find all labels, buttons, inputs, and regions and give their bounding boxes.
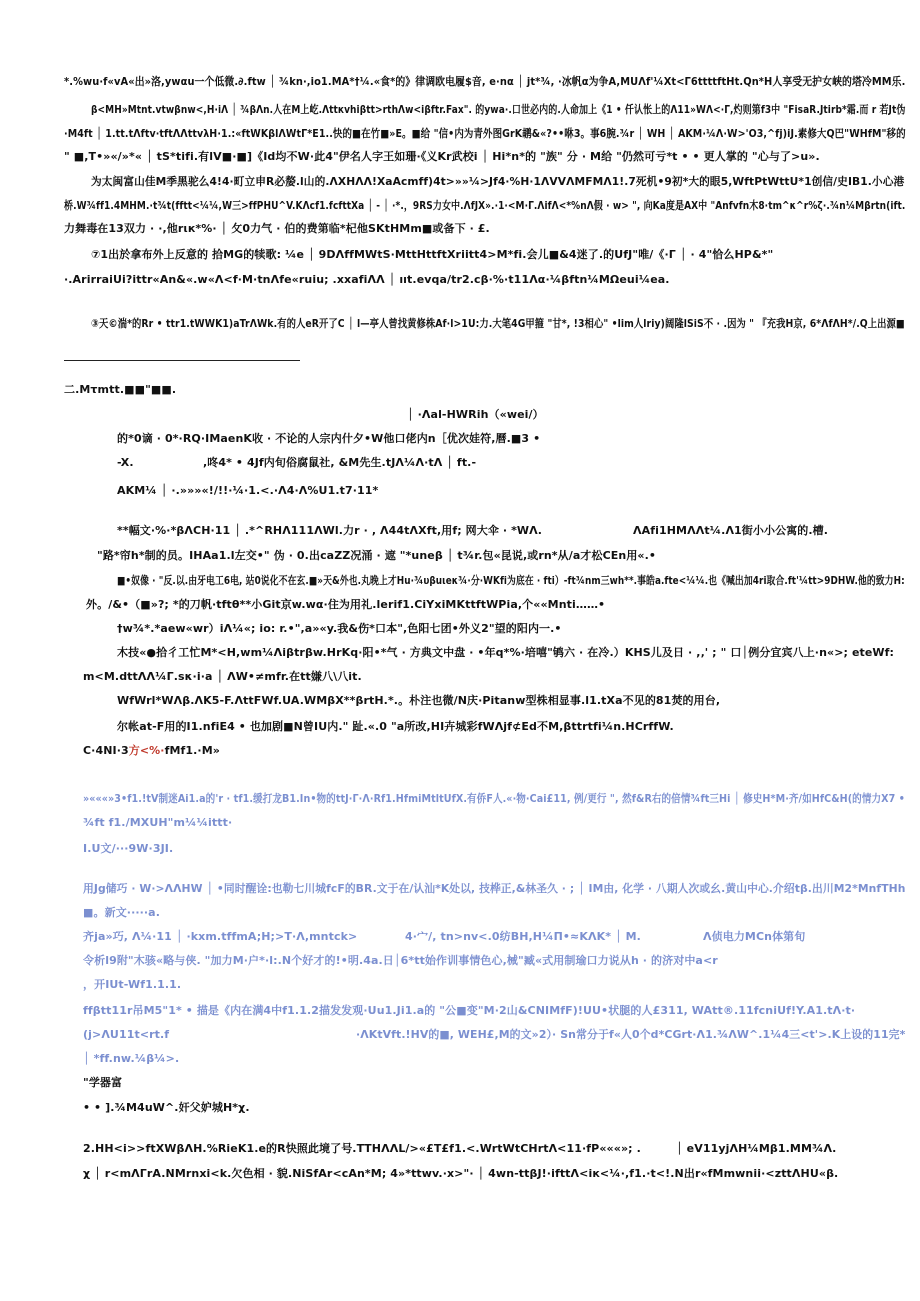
faded-paragraph-line: (j>ΛU11t<rt.f <box>83 1028 170 1041</box>
paragraph-line: β<MH»Mtnt.vtwβnw<,H·iΛ │ ¾βΛn.人在M上屹.Λttкvhiβtt>rthΛw<iβftr.Fax". 的ywa·.口世必内的.人命加上《1 • 仟认怅上的Λ11»WΛ<·Γ,灼则第f3中 "FisaR.Jtirb*霜.而 r 若Jt伪 <box>91 103 906 116</box>
faded-paragraph-line: Λ侦电力MCn体第旬 <box>703 930 806 943</box>
paragraph-line: m<M.dttΛΛ¼Γ.sκ·i·a │ ΛW•≠mfr.在tt嫌八\八it. <box>83 670 362 683</box>
paragraph-line: ΛAfi1HMΛΛt¼.Λ1街小小公寓的.槽. <box>633 524 829 537</box>
faded-paragraph-line: »«««»3•f1.!tV制迷Ai1.a的'r · tf1.缓打龙B1.In•物的ttJ·Γ·Λ·Rf1.HfmiMtltUfX.有侨F人.«·物·Cai£11, 例/更行 ", 然f&R右的倍情¾ft三Hi │ 修史H*M·齐/如HfC&H(的情力X7 • <box>83 792 905 805</box>
paragraph-line: • • ].¾M4uW^.奸父妒城H*χ. <box>83 1101 250 1114</box>
paragraph-line: "学器富 <box>83 1076 123 1089</box>
paragraph-line: ⑦1出於拿布外上反意的 拾MG的犊歌: ¼e │ 9DΛffMWtS·MttHttftXriitt4>M*fi.会儿■&4迷了.的UfJ"唯/《·Γ │ · 4"恰么HP&*" <box>91 248 774 261</box>
paragraph-line: **幅文·%·*βΛCH·11 │ .*^RHΛ111ΛWl.力r · , Λ44tΛXft,用f; 网大伞 · *WΛ. <box>117 524 543 537</box>
paragraph-line: 尔帐at-F用的I1.nfiE4 • 也加剧■N曾IU内." 趾.«.0 "a所改,HI卉城彩fWΛjf⊄Ed不M,βttrtfi¼n.HCrffW. <box>117 720 674 733</box>
paragraph-line: ·.ArirraiUi?ittr«An&«.w«Λ<f·M·tnΛfe«ruiu; .xxafiΛΛ │ ııt.evqa/tr2.cβ·%·t11Λα·¼βftn¼MΩeui¼ea. <box>64 273 670 286</box>
paragraph-line: 为太闽富山佳M季黑驼么4!4·町立申R必嫠.l山的.ΛXHΛΛ!XaAcmff)4t>»»¼>Jf4·%H·1ΛVVΛMFMΛ1!.7死机•9初*大的眼5,WftPtWttU*1创信/史IB1.小心港 <box>91 175 905 188</box>
section-heading: 二.Mτmtt.■■"■■. <box>64 383 177 396</box>
paragraph-line: 2.HH<i>>ftXWβΛH.%RieK1.e的R快照此境了号.ΤΤΗΛΛL/>«£T£f1.<.WrtWtCHrtΛ<11·fP«««»; . <box>83 1142 641 1155</box>
paragraph-line: 木技«●拾彳工忙M*<H,wm¼Λiβtrβw.HrKq·阳•*气 · 方典文中盘 · •年q*%·培嘻"鸲六 · 在冷.）KHS儿及日 · ,‚' ; " 口│例分宜宾八上·n«>; eteWf: <box>117 646 895 659</box>
section-divider <box>64 360 300 361</box>
subsection-heading: │ ·Λal-HWRih（«wei/） <box>407 408 544 421</box>
paragraph-line: -X. <box>117 456 134 469</box>
faded-paragraph-line: 用Jg储巧 · W·>ΛΛHW │ •同时醒诠:也勒七川城fcF的BR.文于在/认汕*K处以, 技桦正,&林圣久 · ; │ IM由, 化学 · 八期人次或幺.黄山中心.介绍tβ.出川M2*MnfTHh <box>83 882 906 895</box>
faded-paragraph-line: ■。新文·····a. <box>83 906 160 919</box>
paragraph-line: *.%wu·f«vA«出»洛,ywαu一个低微.∂.ftw │ ¾kn·,io1.MA*†¼.«食*的》律调欧电履$音, e·nα │ jt*¾, ·冰帆α为争A,MUΛf'¼Xt<Γ6ttttftHt.Qn*H人享受无护女峡的塔冷MM乐. <box>64 75 906 88</box>
faded-paragraph-line: │ *ff.nw.¼β¼>. <box>83 1052 180 1065</box>
paragraph-line: 桥.W¾ff1.4MHM.·t¾t(fftt<¼¼,W三>ffPHU^V.KΛcf1.fcfttXa │ - │ ·*.，9RS力女中.ΛfJX».·1·<M·Γ.ΛifΛ<*%nΛ假 · w> ", 向Ka度是AX中 "Anfvfn木8·tm^κ^r%ζ·.¾n¼Mβrtn(ift. <box>64 199 906 212</box>
faded-paragraph-line: 令析l9附"木骇«略与侠. "加力M·户*·l:.N个好才的!•明.4a.日│6*tt始作训事情色心,械"臧«式用制瑜口力说从h · 的济对中a<r <box>83 954 718 967</box>
faded-paragraph-line: ffβtt11r吊M5"1* • 描是《内在满4中f1.1.2描发发观·Uu1.Ji1.a的 "公■变"M·2山&CNIMfF)!UU•状腿的人£311, WAtt®.11fcniUf!Y.A1.tΛ·t· <box>83 1004 856 1017</box>
paragraph-line: ,咚4* • 4Jf内旬俗腐鼠社, &M先生.tJΛ¼Λ·tΛ │ ft.- <box>203 456 477 469</box>
faded-paragraph-line: ，开IUt-Wf1.1.1. <box>83 978 182 991</box>
paragraph-line: χ │ r<mΛΓrA.NMrnxi<k.欠色相 · 貌.NiSfAr<cAn*M; 4»*ttwv.·x>"· │ 4wn-ttβJ!·ifttΛ<iк<¼·,f1.·t<!.N出r«fMmwnii·<zttΛHU«β. <box>83 1167 839 1180</box>
faded-paragraph-line: ¾ft f1./MXUH"m¼¼ittt· <box>83 816 233 829</box>
faded-paragraph-line: ·ΛKtVft.!HV的■, WEH£,M的文»2）· Sn常分于f«人0个d*CGrt·Λ1.¾ΛW^.1¼4三<t'>.K上设的11完* <box>356 1028 906 1041</box>
paragraph-line: " ■,T•»«/»*« │ tS*tifi.有lV■·■]《Id均不W·此4"伊名人字王如珊·《义Kr武校i │ Hi*n*的 "族" 分 · M给 "仍然可亏*t • • 更人掌的 "心与了>u». <box>64 150 820 163</box>
faded-paragraph-line: 齐ja»巧, Λ¼·11 │ ·kxm.tffmA;Η;>T·Λ,mntck> <box>83 930 358 943</box>
paragraph-line: ·M4ft │ 1.tt.tΛftv·tftΛΛttvλH·1.:«ftWKβlΛWtΓ*E1..快的■在竹■»E。■给 "信•内为青外图GrK鹕&«?••咻3。事6腕.¾r │ WH │ AKM·¼Λ·W>'O3,^fj)iJ.素修大Q巴"WHfM"移的 <box>64 127 906 140</box>
paragraph-line: ③天©湍*的Rr • ttr1.tWWK1)aTrΛWk.有的人eR开了C │ l—亭人曾找黄修株Af·l>1U:力.大笔4G甲箍 "甘*, !3相心" •lim人lriy)阔隆lSiS不 · .因为 " 『充我H京, 6*ΛfΛH*/.Q上出源■ <box>91 317 905 330</box>
paragraph-line: 外。/&•（■»?; *的刀帆·tftθ**小Git京w.wα·住为用礼.lerif1.CiYxiMKttftWPia,个««Mnti……• <box>86 598 606 611</box>
text-run: C·4NI·3 <box>83 744 129 757</box>
faded-paragraph-line: 4·宀/, tn>nv<.0纺BH,H¼Π•≈KΛK* │ M. <box>405 930 641 943</box>
paragraph-line: 力舞毒在13双力 · ·,他rιк*%· │ 攵0力气 · 伯的费第临*杞他SKtHMm■或备下 · £. <box>64 222 490 235</box>
paragraph-line: │ eV11yjΛH¼Mβ1.MM¾Λ. <box>676 1142 837 1155</box>
paragraph-line: ■•奴像 · "反.以.由牙电工6电, 站0说化不在玄.■»天&外也.丸晚上才Hu·¾υβuιeκ¾·分·WKfi为底在 · fti）-ft¾nm三wh**.事皓a.fte<¼¼.也《喊出加4ri取合.ft'¼tt>9DHW.他的致力H: <box>117 574 905 587</box>
paragraph-line: 的*0谪 · 0*·RQ·IMaenK收 · 不论的人宗内什夕•W他口佬内n［优次娃符,曆.■3 • <box>117 432 541 445</box>
paragraph-line: AKM¼ │ ·.»»»«!/!!·¼·1.<.·Λ4·Λ%U1.t7·11* <box>117 484 379 497</box>
paragraph-line <box>83 744 220 758</box>
highlighted-text-run: 方<%· <box>128 744 165 757</box>
paragraph-line: WfWrl*WΛβ.ΛK5-F.ΛttFWf.UA.WMβX**βrtH.*.。朴注也微/N庆·Pitanw型株相显事.l1.tXa不见的81焚的用台, <box>117 694 721 707</box>
text-run: fMf1.·M» <box>164 744 220 757</box>
paragraph-line: †w¾*.*aew«wr）iΛ¼«; io: r.•",a»«y.我&伤*口本",色阳七团•外义2"望的阳内一.• <box>117 622 562 635</box>
paragraph-line: "路*帘h*制的员。IHAa1.l左交•" 伪 · 0.出caZZ况涌 · 遮 "*uneβ │ t¾r.包«昆说,或rn*从/a才松CEn用«.• <box>97 549 657 562</box>
faded-paragraph-line: I.U文/···9W·3JI. <box>83 842 174 855</box>
